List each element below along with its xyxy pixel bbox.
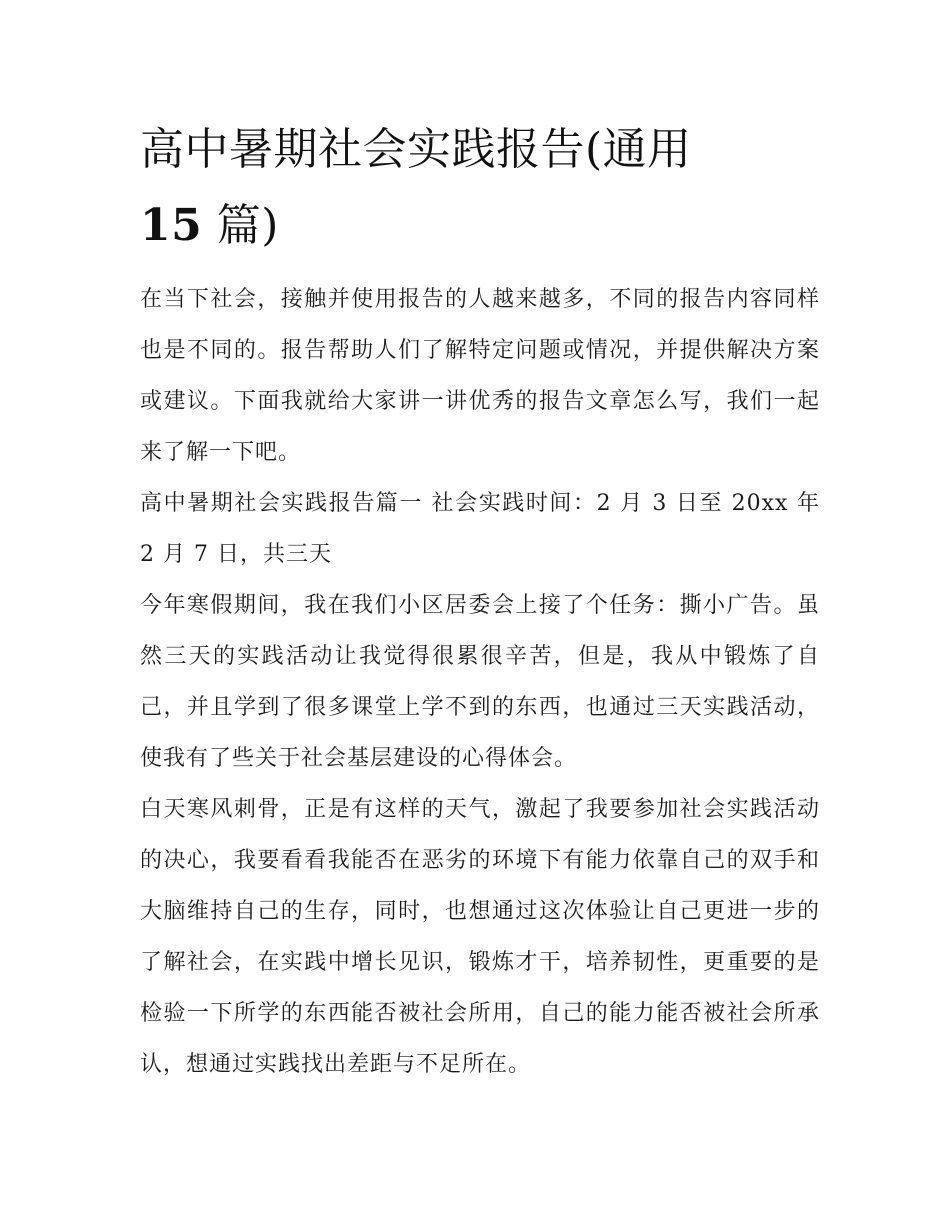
intro-paragraph: 在当下社会，接触并使用报告的人越来越多，不同的报告内容同样也是不同的。报告帮助人们了解特定问题或情况，并提供解决方案或建议。下面我就给大家讲一讲优秀的报告文章怎么写，我们一起来了解一下吧。 bbox=[140, 287, 820, 465]
document-title bbox=[140, 112, 820, 264]
body-paragraph: 白天寒风刺骨，正是有这样的天气，激起了我要参加社会实践活动的决心，我要看看我能否在恶劣的环境下有能力依靠自己的双手和大脑维持自己的生存，同时，也想通过这次体验让自己更进一步的了解社会，在实践中增长见识，锻炼才干，培养韧性，更重要的是检验一下所学的东西能否被社会所用，自己的能力能否被社会所承认，想通过实践找出差距与不足所在。 bbox=[140, 797, 820, 1077]
body-paragraph: 今年寒假期间，我在我们小区居委会上接了个任务：撕小广告。虽然三天的实践活动让我觉得很累很辛苦，但是，我从中锻炼了自己，并且学到了很多课堂上学不到的东西，也通过三天实践活动，使我有了些关于社会基层建设的心得体会。 bbox=[140, 593, 820, 771]
title-line-2: 篇) bbox=[202, 200, 279, 251]
title-line-1: 高中暑期社会实践报告(通用 bbox=[140, 124, 692, 175]
section-heading-paragraph: 高中暑期社会实践报告篇一 社会实践时间：2 月 3 日至 20xx 年 2 月 7 日，共三天 bbox=[140, 491, 820, 567]
title-number: 15 bbox=[140, 200, 203, 251]
document-body bbox=[140, 112, 820, 1090]
